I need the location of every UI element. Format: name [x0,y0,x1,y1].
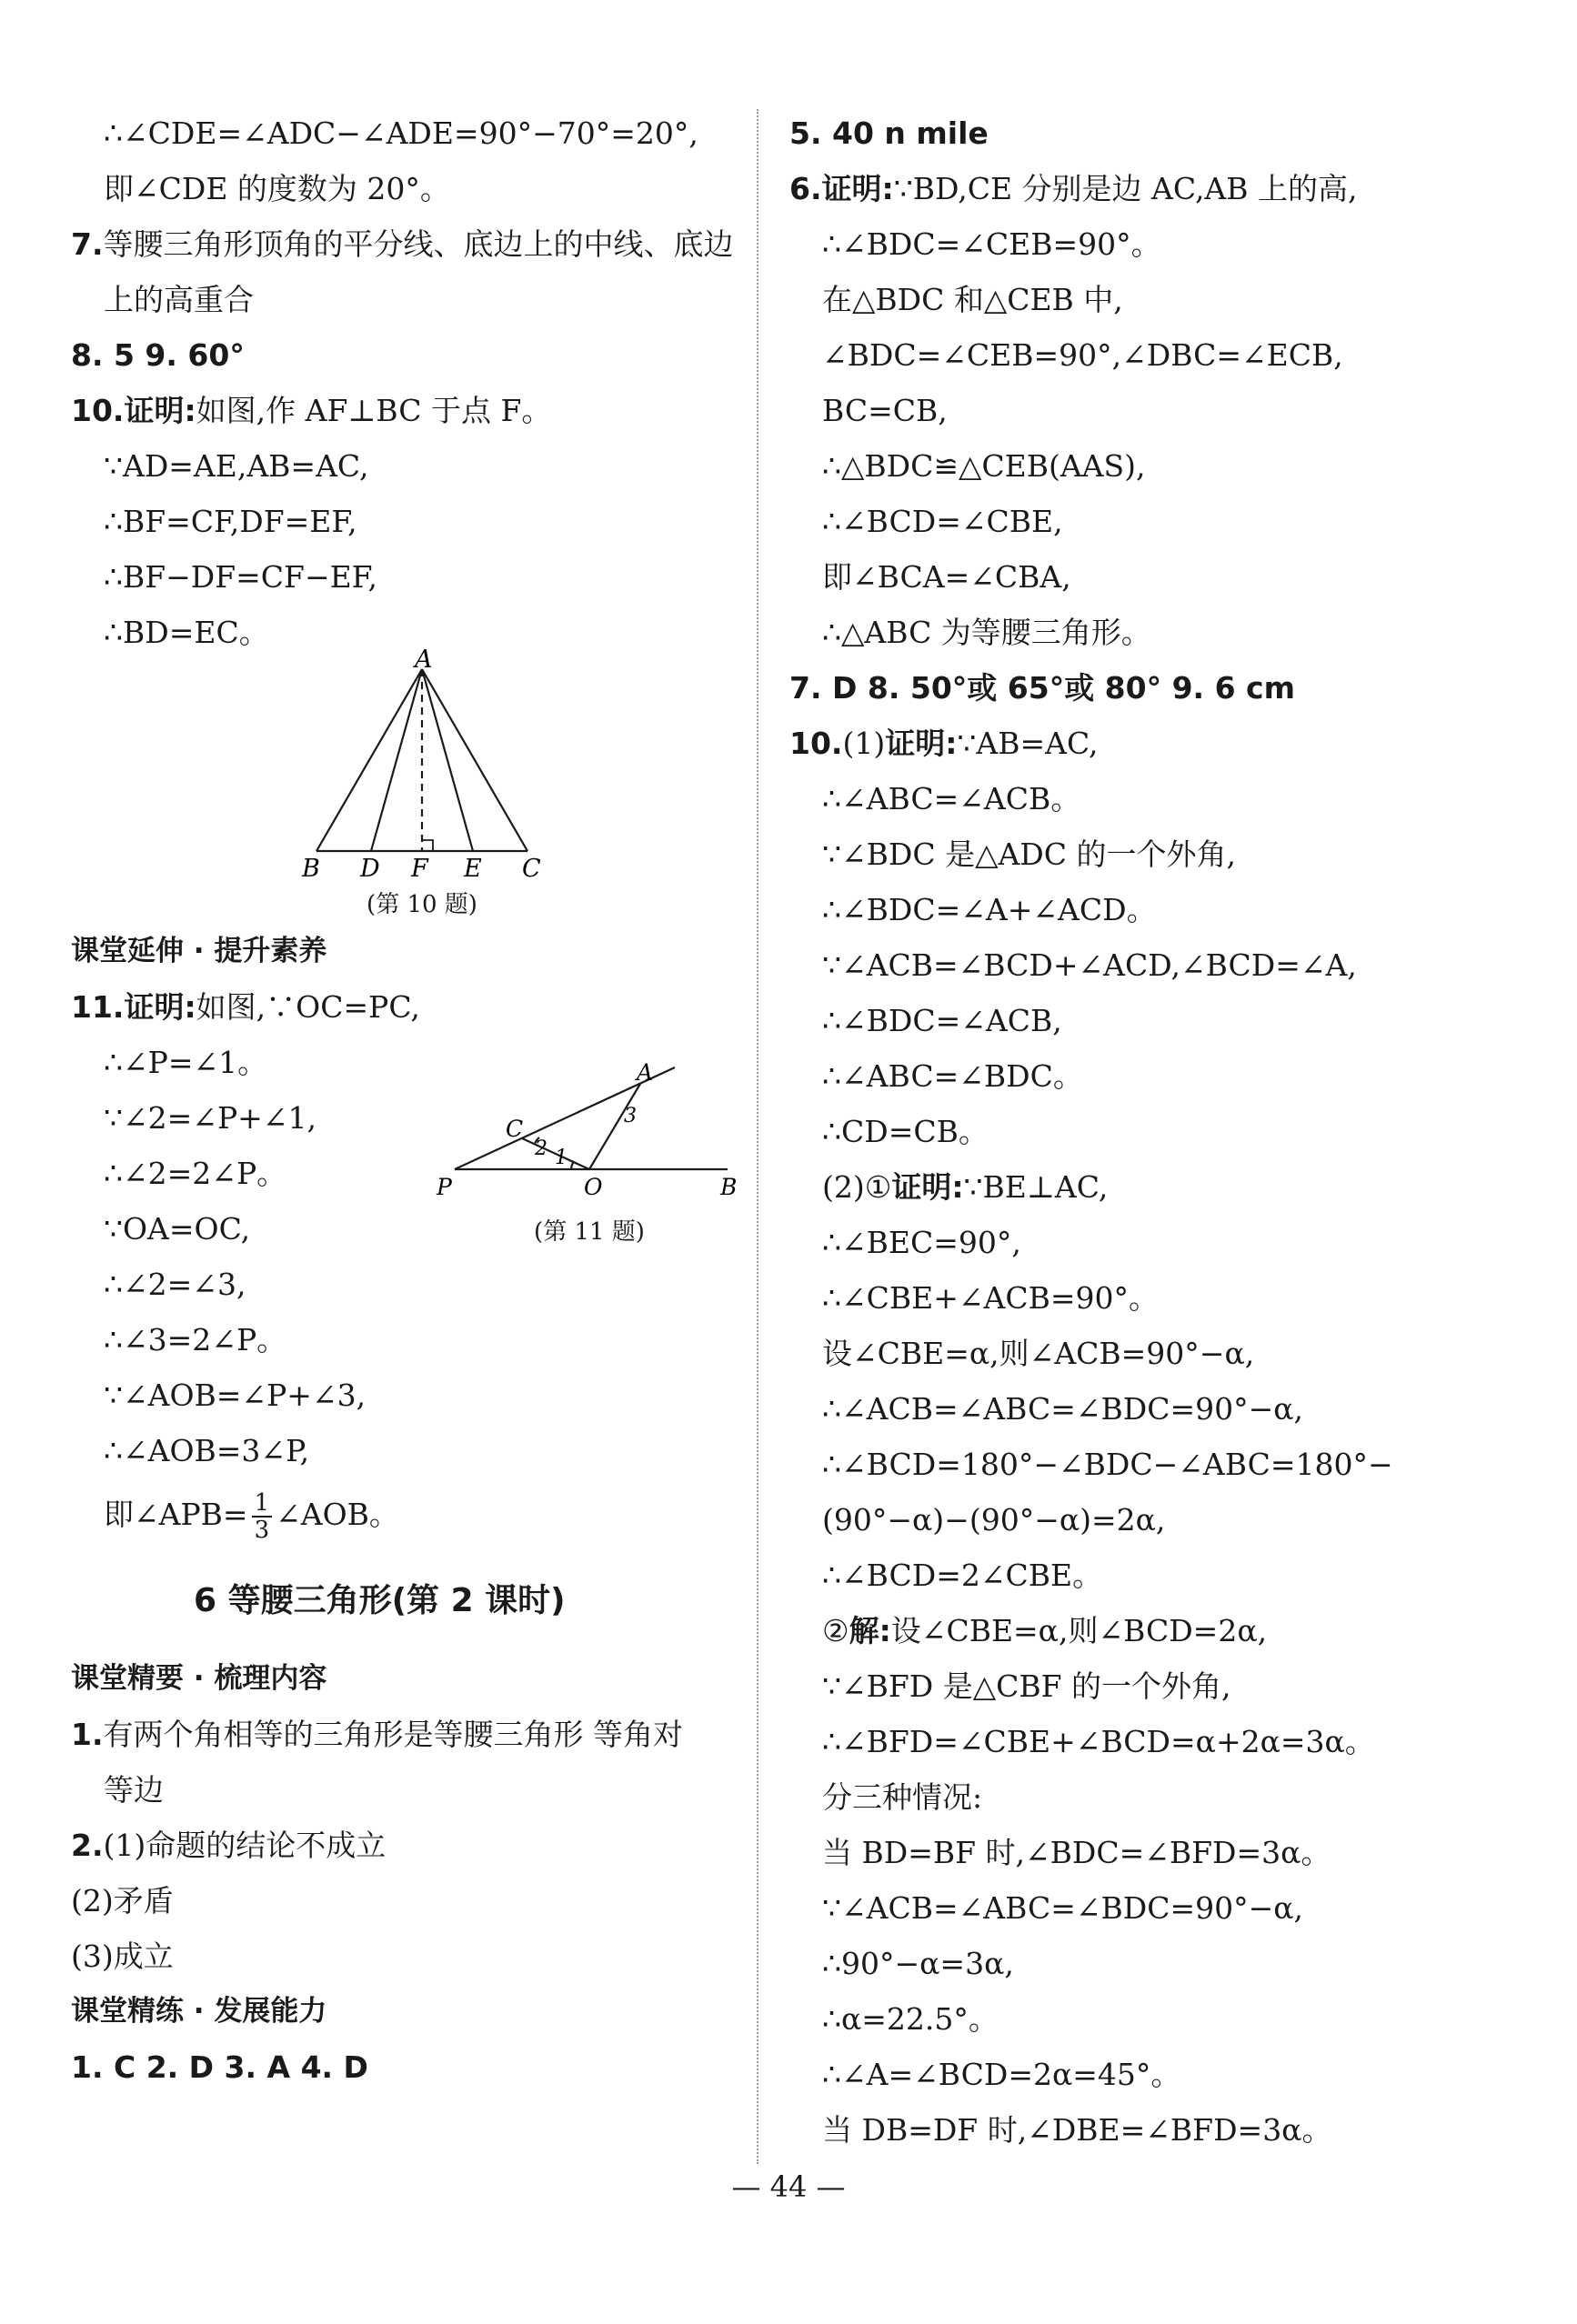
question-number: 10. [71,393,125,428]
proof-line: (90°−α)−(90°−α)=2α, [822,1502,1166,1538]
answer-text: 如图,∵OC=PC, [196,989,420,1025]
proof-line: ∴∠BCD=180°−∠BDC−∠ABC=180°− [822,1447,1393,1482]
proof-line: 分三种情况: [822,1779,983,1815]
proof-line: BC=CB, [822,393,948,428]
answer-text: (1)命题的结论不成立 [103,1828,387,1863]
point-label: P [437,1174,452,1200]
proof-line: ∴∠2=2∠P。 [104,1156,287,1191]
question-number: 11. [71,989,125,1025]
column-divider [757,109,758,2164]
question-10-part-2b [789,1603,1462,1658]
proof-line: 即∠CDE 的度数为 20°。 [104,171,450,206]
answer-text: (3)成立 [71,1938,174,1974]
question-10 [71,383,744,438]
question-number: 6. [789,171,822,206]
proof-line: ∴∠BDC=∠A+∠ACD。 [822,892,1157,927]
proof-line: ∴∠BDC=∠CEB=90°。 [822,226,1161,262]
question-10-part-1 [789,716,1462,771]
proof-line: 当 DB=DF 时,∠DBE=∠BFD=3α。 [822,2112,1332,2148]
question-6-proof [789,216,1462,660]
section-heading: 课堂精练 · 发展能力 [71,1995,327,2028]
answer-text: 等边 [104,1772,164,1808]
left-column [71,105,744,2095]
angle-label: 3 [624,1105,637,1127]
triangle-diagram [71,646,744,883]
figure-11 [435,1053,744,1253]
fraction-numerator: 1 [252,1490,273,1518]
question-10-part-1-proof [789,771,1462,1159]
answer-text: 设∠CBE=α,则∠BCD=2α, [890,1613,1268,1648]
proof-label: 证明: [124,393,196,428]
proof-line: ∵∠ACB=∠ABC=∠BDC=90°−α, [822,1890,1304,1926]
question-number: 2. [71,1828,104,1863]
proof-line: ∴CD=CB。 [822,1114,989,1149]
answers-8-9: 8. 5 9. 60° [71,337,245,373]
angle-1-arc [571,1161,574,1169]
angle-label: 2 [535,1137,547,1160]
part-label: (1) [842,726,886,761]
answer-text: ∵AB=AC, [957,726,1099,761]
essentials-2 [71,1818,744,1873]
proof-line: ∵∠BFD 是△CBF 的一个外角, [822,1668,1231,1704]
essentials-1 [71,1707,744,1762]
proof-line: ∵∠BDC 是△ADC 的一个外角, [822,836,1236,872]
proof-line: ∴∠ABC=∠BDC。 [822,1058,1083,1094]
continued-solution [71,105,744,216]
proof-label: 证明: [885,726,958,761]
proof-line: ∴∠P=∠1。 [104,1045,268,1080]
proof-line: ∴△BDC≌△CEB(AAS), [822,448,1146,484]
conclusion-text: ∠AOB。 [276,1497,399,1532]
proof-label: 证明: [124,989,196,1025]
right-angle-mark [422,840,433,851]
proof-line: ∵∠AOB=∠P+∠3, [104,1377,367,1413]
answer-text: 有两个角相等的三角形是等腰三角形 等角对 [103,1717,683,1752]
angle-diagram [435,1053,744,1207]
proof-line: ∴BF−DF=CF−EF, [104,559,377,595]
proof-line: 即∠BCA=∠CBA, [822,559,1071,595]
answer-text: (2)矛盾 [71,1883,174,1918]
point-label: B [302,855,320,883]
figure-10 [71,646,744,924]
question-number: 1. [71,1717,104,1752]
proof-line: ∴α=22.5°。 [822,2001,999,2037]
point-label: B [720,1174,738,1200]
answer-5: 5. 40 n mile [789,115,989,151]
proof-line: ∴∠BCD=∠CBE, [822,504,1063,539]
question-number: 10. [789,726,843,761]
fraction-denominator: 3 [254,1517,270,1544]
answers-1-4: 1. C 2. D 3. A 4. D [71,2049,368,2085]
point-label: O [584,1174,603,1200]
section-heading: 课堂延伸 · 提升素养 [71,935,327,967]
section-heading: 课堂精要 · 梳理内容 [71,1662,327,1695]
lesson-title: 6 等腰三角形(第 2 课时) [194,1582,566,1619]
part-label: (2)① [822,1169,892,1205]
proof-line: ∵AD=AE,AB=AC, [104,448,369,484]
proof-line: ∴∠2=∠3, [104,1267,246,1302]
point-label: E [464,855,482,883]
proof-label: 证明: [891,1169,964,1205]
page-number: — 44 — [731,2169,846,2204]
proof-line: ∴BF=CF,DF=EF, [104,504,357,539]
question-number: 7. [71,226,104,262]
proof-line: ∴∠BFD=∠CBE+∠BCD=α+2α=3α。 [822,1724,1375,1759]
fraction-one-third [252,1490,273,1543]
point-label: A [415,646,433,674]
question-10-part-2b-solution [789,1658,1462,2158]
proof-line: ∵OA=OC, [104,1211,251,1247]
proof-line: ∴∠BDC=∠ACB, [822,1003,1062,1038]
figure-caption: (第 10 题) [367,891,477,918]
question-10-part-2-proof [789,1215,1462,1603]
proof-line: ∠BDC=∠CEB=90°,∠DBC=∠ECB, [822,337,1343,373]
point-label: D [360,855,380,883]
proof-line: ∴∠BCD=2∠CBE。 [822,1558,1103,1593]
solution-label: 解: [849,1613,891,1648]
point-label: F [411,855,428,883]
answer-text: ∵BD,CE 分别是边 AC,AB 上的高, [893,171,1358,206]
question-10-proof [71,438,744,660]
side-ab [316,669,422,851]
proof-line: 当 BD=BF 时,∠BDC=∠BFD=3α。 [822,1835,1331,1870]
angle-label: 1 [555,1147,568,1169]
conclusion-text: 即∠APB= [104,1497,248,1532]
answer-text: 上的高重合 [104,282,254,317]
proof-line: ∴90°−α=3α, [822,1946,1014,1981]
question-7 [71,216,744,272]
proof-line: ∴∠3=2∠P。 [104,1322,287,1357]
proof-line: ∴∠BEC=90°, [822,1225,1021,1260]
answer-text: ∵BE⊥AC, [963,1169,1109,1205]
segment-ae [422,669,473,851]
point-label: A [637,1059,654,1086]
proof-line: ∴∠ACB=∠ABC=∠BDC=90°−α, [822,1391,1304,1427]
proof-label: 证明: [821,171,894,206]
proof-line: ∴△ABC 为等腰三角形。 [822,615,1151,650]
proof-line: ∴∠AOB=3∠P, [104,1433,310,1468]
point-label: C [506,1116,524,1142]
question-6 [789,161,1462,216]
question-11-conclusion [71,1478,744,1551]
side-ac [422,669,527,851]
proof-line: ∴∠ABC=∠ACB。 [822,781,1081,816]
proof-line: ∵∠2=∠P+∠1, [104,1100,316,1136]
proof-line: ∴∠CDE=∠ADC−∠ADE=90°−70°=20°, [104,115,698,151]
proof-line: ∴BD=EC。 [104,615,269,650]
proof-line: 设∠CBE=α,则∠ACB=90°−α, [822,1336,1255,1371]
part-label: ② [822,1613,849,1648]
proof-line: ∴∠CBE+∠ACB=90°。 [822,1280,1160,1316]
proof-line: ∴∠A=∠BCD=2α=45°。 [822,2057,1181,2092]
proof-line: 在△BDC 和△CEB 中, [822,282,1123,317]
answers-7-9: 7. D 8. 50°或 65°或 80° 9. 6 cm [789,670,1295,706]
figure-caption: (第 11 题) [534,1218,645,1246]
right-column [789,105,1462,2158]
segment-ad [371,669,422,851]
question-10-part-2 [789,1159,1462,1215]
answer-text: 如图,作 AF⊥BC 于点 F。 [196,393,552,428]
proof-line: ∵∠ACB=∠BCD+∠ACD,∠BCD=∠A, [822,947,1357,983]
answer-text: 等腰三角形顶角的平分线、底边上的中线、底边 [103,226,734,262]
question-11 [71,979,744,1035]
point-label: C [522,855,541,883]
